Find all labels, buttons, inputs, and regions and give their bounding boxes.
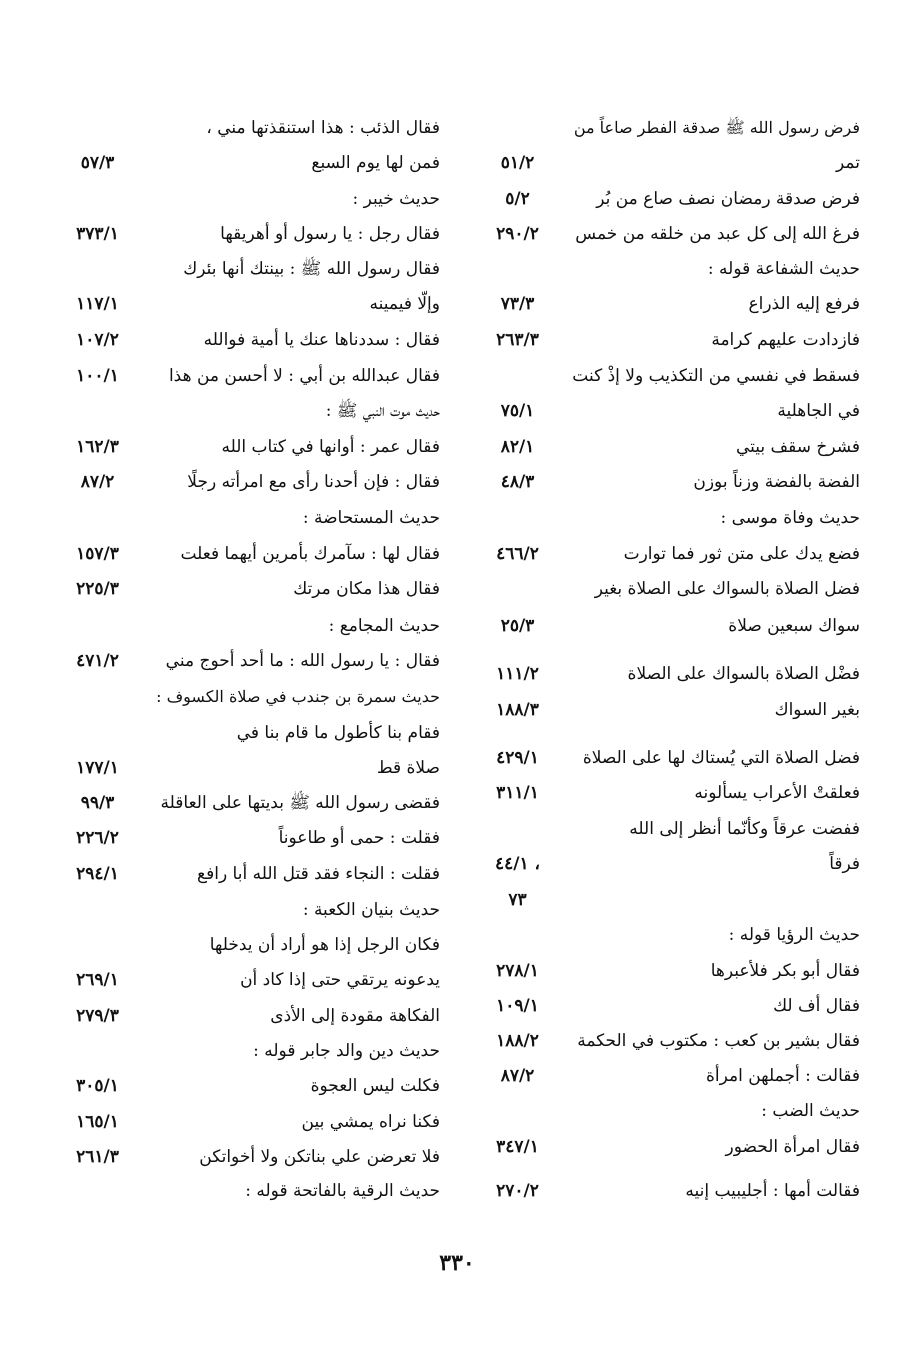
entry-reference: ٣٤٧/١	[496, 1137, 539, 1157]
index-entry	[470, 1096, 860, 1126]
entry-text: فقال لها : سآمرك بأمرين أيهما فعلت	[180, 544, 440, 564]
entry-reference: ١١١/٢	[496, 664, 539, 684]
index-entry	[50, 1071, 440, 1101]
entry-text: فعلقتْ الأعراب يسألونه	[694, 783, 860, 803]
entry-text: فرض صدقة رمضان نصف صاع من بُر	[596, 189, 860, 209]
entry-text: فضل الصلاة التي يُستاك لها على الصلاة	[582, 748, 860, 768]
index-entry	[50, 1107, 440, 1137]
entry-text: فقلت : النجاء فقد قتل الله أبا رافع	[197, 864, 440, 884]
entry-reference: ٢٧٠/٢	[496, 1181, 539, 1201]
entry-text: فضْل الصلاة بالسواك على الصلاة	[627, 664, 860, 684]
index-entry	[470, 743, 860, 773]
index-entry	[470, 611, 860, 641]
entry-text: فقال : سددناها عنك يا أمية فوالله	[203, 330, 440, 350]
index-entry	[470, 539, 860, 569]
index-entry	[50, 611, 440, 641]
entry-reference: ٤٤/١ ،	[494, 854, 540, 874]
entry-text: حديث وفاة موسى :	[720, 508, 860, 528]
index-entry	[470, 1176, 860, 1206]
entry-reference: ٥١/٢	[500, 153, 535, 173]
entry-text: فكلت ليس العجوة	[310, 1076, 440, 1096]
index-entry	[50, 574, 440, 604]
entry-text: فرغ الله إلى كل عبد من خلقه من خمس	[575, 224, 860, 244]
page-number: ٣٣٠	[439, 1250, 475, 1276]
entry-text: فقال بشير بن كعب : مكتوب في الحكمة	[577, 1031, 860, 1051]
index-entry	[50, 646, 440, 676]
entry-reference: ٨٧/٢	[80, 472, 115, 492]
entry-reference: ١٥٧/٣	[76, 544, 119, 564]
index-entry	[50, 895, 440, 925]
index-entry	[470, 325, 860, 355]
index-entry	[470, 574, 860, 604]
entry-reference: ٧٣	[508, 890, 527, 910]
index-entry	[470, 814, 860, 844]
entry-reference: ٢٧٩/٣	[76, 1006, 119, 1026]
entry-text: فقلت : حمى أو طاعوناً	[278, 828, 440, 848]
entry-reference: ٢٦٣/٣	[496, 330, 539, 350]
entry-text: حديث دين والد جابر قوله :	[253, 1041, 440, 1061]
index-entry	[470, 920, 860, 950]
entry-reference: ٢٩٤/١	[76, 864, 119, 884]
index-entry	[50, 184, 440, 214]
entry-reference: ٤٢٩/١	[496, 748, 539, 768]
entry-text: حديث المستحاضة :	[302, 508, 440, 528]
entry-text: يدعونه يرتقي حتى إذا كاد أن	[240, 970, 440, 990]
entry-reference: ١٨٨/٣	[496, 700, 539, 720]
index-entry	[470, 1132, 860, 1162]
entry-reference: ١٨٨/٢	[496, 1031, 539, 1051]
index-entry	[470, 432, 860, 462]
entry-reference: ٤٧١/٢	[76, 651, 119, 671]
index-entry	[50, 503, 440, 533]
index-entry	[50, 325, 440, 355]
index-entry	[50, 930, 440, 960]
index-entry	[470, 885, 860, 915]
entry-text: صلاة قط	[376, 758, 440, 778]
entry-text: فضع يدك على متن ثور فما توارت	[623, 544, 860, 564]
entry-reference: ٣٠٥/١	[76, 1076, 119, 1096]
index-entry	[470, 148, 860, 178]
entry-text: في الجاهلية	[777, 401, 860, 421]
index-entry	[470, 396, 860, 426]
entry-reference: ٢٦٩/١	[76, 970, 119, 990]
index-entry	[470, 1026, 860, 1056]
entry-text: فمن لها يوم السبع	[311, 153, 440, 173]
entry-text: فقال هذا مكان مرتك	[293, 579, 440, 599]
entry-text: فقال الذئب : هذا استنقذتها مني ،	[206, 118, 440, 138]
entry-text: حديث الرؤيا قوله :	[728, 925, 860, 945]
index-entry	[50, 1036, 440, 1066]
entry-reference: ٧٣/٣	[500, 294, 535, 314]
index-entry	[50, 432, 440, 462]
entry-text: الفضة بالفضة وزناً بوزن	[693, 472, 860, 492]
index-entry	[470, 113, 860, 143]
index-entry	[50, 965, 440, 995]
index-entry	[50, 1142, 440, 1172]
index-entry	[470, 219, 860, 249]
index-entry	[50, 289, 440, 319]
entry-text: فشرخ سقف بيتي	[735, 437, 860, 457]
index-entry	[470, 1061, 860, 1091]
index-entry	[50, 682, 440, 712]
entry-text: وإلّا فيمينه	[369, 294, 440, 314]
entry-text: تمر	[836, 153, 860, 173]
entry-reference: ١١٧/١	[76, 294, 119, 314]
entry-text: بغير السواك	[774, 700, 860, 720]
entry-reference: ١٠٩/١	[496, 996, 539, 1016]
entry-text: فكنا نراه يمشي بين	[301, 1112, 440, 1132]
index-entry	[50, 718, 440, 748]
index-entry	[470, 956, 860, 986]
entry-text: ففضت عرقاً وكأنّما أنظر إلى الله	[629, 819, 860, 839]
entry-reference: ٢٧٨/١	[496, 961, 539, 981]
index-entry	[50, 859, 440, 889]
entry-reference: ٥٧/٣	[80, 153, 115, 173]
entry-text: فقالت أمها : أجليبيب إنيه	[685, 1181, 860, 1201]
entry-text: فكان الرجل إذا هو أراد أن يدخلها	[209, 935, 440, 955]
entry-text: فقضى رسول الله ﷺ بديتها على العاقلة	[160, 793, 440, 813]
entry-reference: ١٦٢/٣	[76, 437, 119, 457]
entry-text: حديث الشفاعة قوله :	[707, 259, 860, 279]
entry-text: فقام بنا كأطول ما قام بنا في	[236, 723, 440, 743]
entry-reference: ٢٢٦/٢	[76, 828, 119, 848]
index-entry	[50, 467, 440, 497]
entry-reference: ١٧٧/١	[76, 758, 119, 778]
entry-reference: ٢٥/٣	[500, 616, 535, 636]
entry-reference: ٨٧/٢	[500, 1066, 535, 1086]
entry-text: فلا تعرضن علي بناتكن ولا أخواتكن	[199, 1147, 440, 1167]
index-entry	[50, 1001, 440, 1031]
index-entry	[50, 254, 440, 284]
entry-text: حديث المجامع :	[328, 616, 440, 636]
entry-text: فرض رسول الله ﷺ صدقة الفطر صاعاً من	[573, 118, 860, 137]
entry-text: فقال عمر : أوانها في كتاب الله	[221, 437, 440, 457]
index-entry	[470, 467, 860, 497]
index-entry	[470, 778, 860, 808]
entry-reference: ٧٥/١	[500, 401, 535, 421]
index-entry	[50, 753, 440, 783]
index-entry	[470, 849, 860, 879]
entry-reference: ١٠٠/١	[76, 366, 119, 386]
index-entry	[470, 695, 860, 725]
index-entry	[50, 361, 440, 391]
entry-reference: ٣١١/١	[496, 783, 539, 803]
entry-text: حديث الرقية بالفاتحة قوله :	[245, 1181, 440, 1201]
entry-reference: ١٦٥/١	[76, 1112, 119, 1132]
entry-text: فازدادت عليهم كرامة	[711, 330, 860, 350]
entry-text: فقال عبدالله بن أبي : لا أحسن من هذا	[168, 366, 440, 386]
entry-text: فقال : فإن أحدنا رأى مع امرأته رجلًا	[187, 472, 440, 492]
index-entry	[50, 823, 440, 853]
entry-reference: ٤٦٦/٢	[496, 544, 539, 564]
index-entry	[50, 539, 440, 569]
entry-reference: ٨٢/١	[500, 437, 535, 457]
entry-text: الفكاهة مقودة إلى الأذى	[270, 1006, 440, 1026]
entry-text: فقال : يا رسول الله : ما أحد أحوج مني	[165, 651, 440, 671]
entry-reference: ٤٨/٣	[500, 472, 535, 492]
entry-reference: ٣٧٣/١	[76, 224, 119, 244]
index-entry	[50, 113, 440, 143]
index-entry	[470, 361, 860, 391]
index-entry	[50, 148, 440, 178]
index-entry	[50, 396, 440, 426]
index-entry	[50, 1176, 440, 1206]
entry-text: حديث الضب :	[761, 1101, 860, 1121]
entry-text: فقال رجل : يا رسول أو أهريقها	[220, 224, 440, 244]
entry-text: فقال رسول الله ﷺ : بينتك أنها بئرك	[183, 259, 440, 279]
index-entry	[50, 788, 440, 818]
index-entry	[470, 503, 860, 533]
index-entry	[470, 659, 860, 689]
index-entry	[50, 219, 440, 249]
entry-text: حديث موت النبي ﷺ :	[325, 401, 440, 421]
entry-text: فقالت : أجملهن امرأة	[705, 1066, 860, 1086]
entry-reference: ١٠٧/٢	[76, 330, 119, 350]
entry-reference: ٢٦١/٣	[76, 1147, 119, 1167]
entry-text: فقال أبو بكر فلأعبرها	[710, 961, 860, 981]
entry-text: فرفع إليه الذراع	[748, 294, 860, 314]
index-entry	[470, 184, 860, 214]
index-entry	[470, 254, 860, 284]
entry-reference: ٩٩/٣	[80, 793, 115, 813]
entry-text: حديث سمرة بن جندب في صلاة الكسوف :	[156, 687, 440, 706]
index-entry	[470, 991, 860, 1021]
index-entry	[470, 289, 860, 319]
entry-text: حديث خيبر :	[352, 189, 440, 209]
entry-reference: ٢٩٠/٢	[496, 224, 539, 244]
entry-text: فقال امرأة الحضور	[725, 1137, 860, 1157]
entry-reference: ٢٢٥/٣	[76, 579, 119, 599]
entry-text: سواك سبعين صلاة	[728, 616, 860, 636]
entry-reference: ٥/٢	[505, 189, 530, 209]
entry-text: فسقط في نفسي من التكذيب ولا إذْ كنت	[572, 366, 860, 386]
entry-text: فرقاً	[829, 854, 860, 874]
entry-text: حديث بنيان الكعبة :	[302, 900, 440, 920]
entry-text: فضل الصلاة بالسواك على الصلاة بغير	[594, 579, 860, 599]
entry-text: فقال أف لك	[773, 996, 860, 1016]
